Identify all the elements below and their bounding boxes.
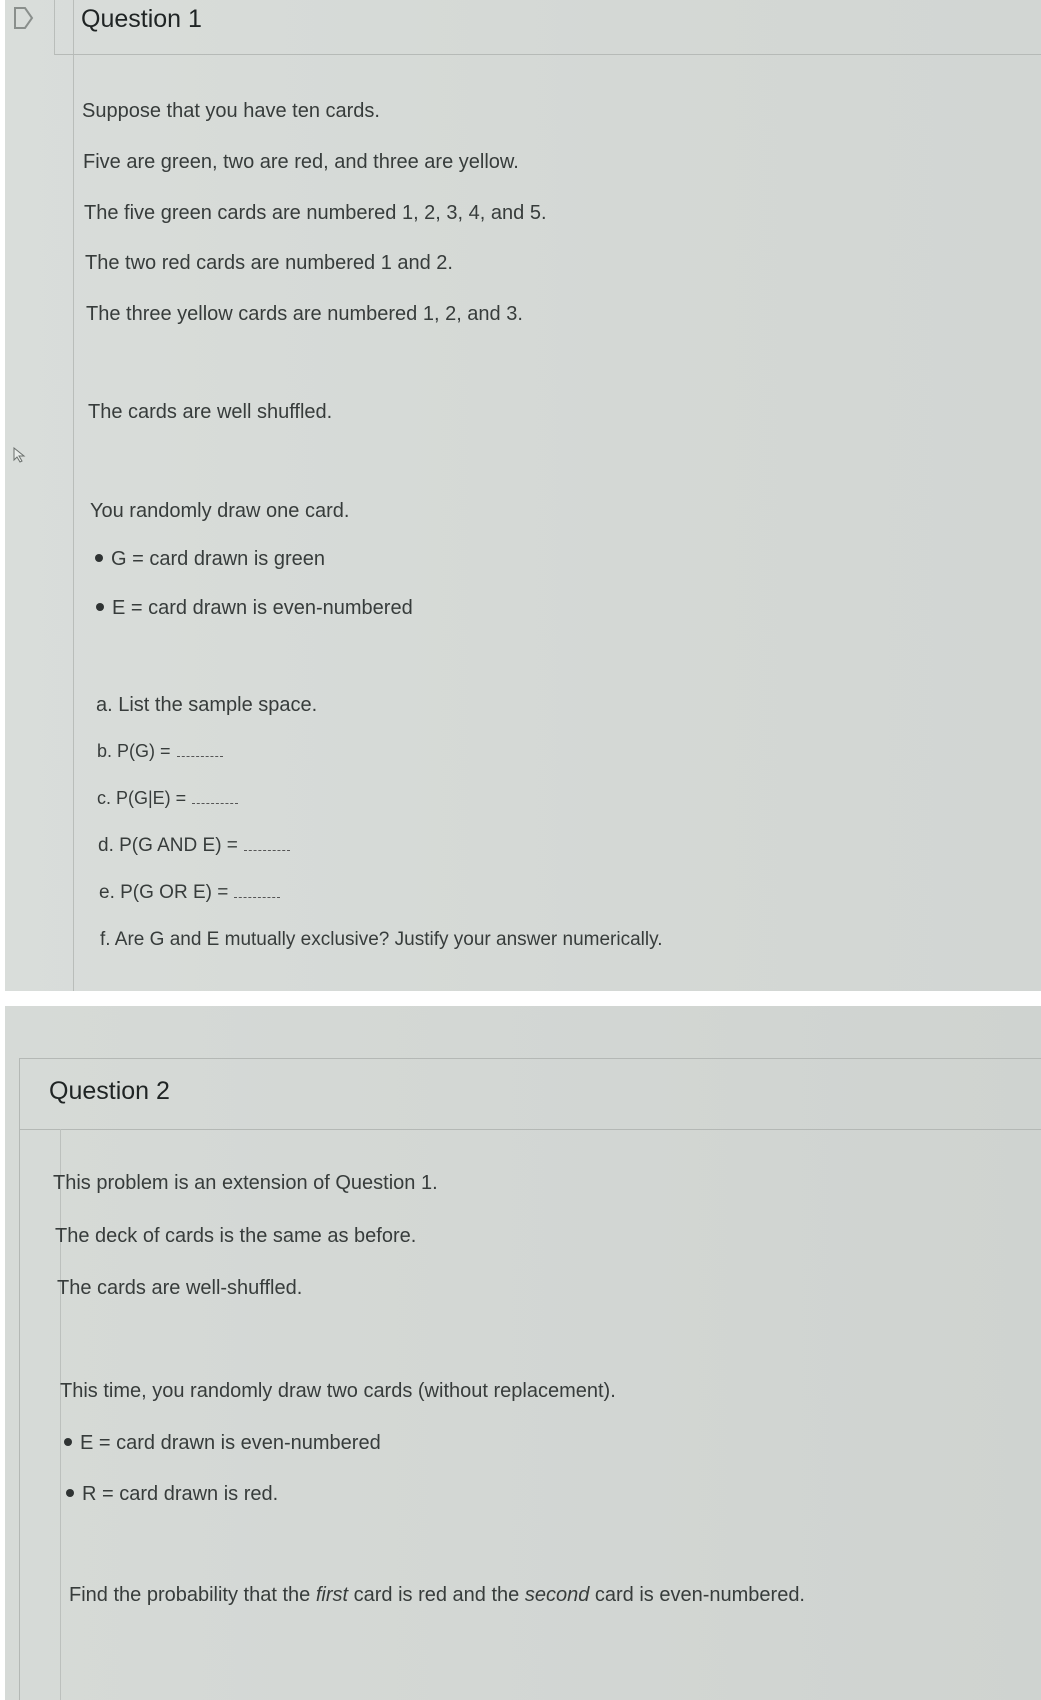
- answer-blank: [234, 897, 280, 898]
- question-2-panel: [5, 1006, 1041, 1700]
- question-text-line: The cards are well shuffled.: [88, 401, 333, 423]
- bullet-icon: [95, 554, 103, 562]
- question-1-panel: [5, 0, 1041, 991]
- answer-blank: [244, 850, 290, 851]
- part-a: a. List the sample space.: [96, 694, 318, 716]
- question-text-line: Suppose that you have ten cards.: [82, 100, 380, 122]
- list-item: [66, 1483, 278, 1506]
- question-text-line: The two red cards are numbered 1 and 2.: [85, 252, 453, 274]
- part-e: [99, 882, 280, 904]
- left-gutter: [5, 0, 74, 991]
- bullet-icon: [96, 603, 104, 611]
- part-b-label: b. P(G) =: [97, 741, 171, 761]
- question-text-line: The three yellow cards are numbered 1, 2, and 3.: [86, 303, 523, 325]
- list-item: [96, 597, 413, 620]
- question-text-line: The deck of cards is the same as before.: [55, 1225, 417, 1247]
- final-question: [69, 1584, 805, 1607]
- question-text-line: Five are green, two are red, and three are yellow.: [83, 151, 519, 173]
- flag-icon[interactable]: [12, 6, 34, 30]
- question-2-card: [19, 1058, 1041, 1700]
- mouse-pointer-icon: [13, 447, 27, 463]
- divider: [60, 1129, 61, 1700]
- part-c: [97, 788, 238, 809]
- question-text-line: This time, you randomly draw two cards (without replacement).: [60, 1380, 616, 1402]
- emphasis-second: second: [524, 1584, 590, 1606]
- final-question-text: Find the probability that the: [69, 1584, 316, 1606]
- bullet-icon: [66, 1489, 74, 1497]
- event-r-definition: R = card drawn is red.: [82, 1483, 279, 1505]
- event-e-definition: E = card drawn is even-numbered: [80, 1432, 381, 1454]
- part-c-label: c. P(G|E) =: [97, 788, 187, 808]
- final-question-text: card is red and the: [348, 1584, 525, 1606]
- question-2-title: Question 2: [49, 1077, 170, 1105]
- top-strip: [5, 1006, 1041, 1058]
- answer-blank: [177, 756, 223, 757]
- question-text-line: This problem is an extension of Question 1.: [53, 1172, 438, 1194]
- event-e-definition: E = card drawn is even-numbered: [112, 597, 413, 619]
- part-d-label: d. P(G AND E) =: [98, 835, 238, 856]
- final-question-text: card is even-numbered.: [589, 1584, 805, 1606]
- answer-blank: [192, 803, 238, 804]
- question-2-header: [20, 1059, 1041, 1130]
- question-text-line: The cards are well-shuffled.: [57, 1277, 303, 1299]
- event-g-definition: G = card drawn is green: [111, 548, 325, 570]
- list-item: [95, 548, 325, 571]
- question-1-header: [54, 0, 1041, 55]
- question-text-line: The five green cards are numbered 1, 2, 3, 4, and 5.: [84, 202, 547, 224]
- question-1-title: Question 1: [81, 5, 202, 33]
- part-d: [98, 835, 290, 857]
- emphasis-first: first: [315, 1584, 349, 1606]
- list-item: [64, 1432, 381, 1455]
- bullet-icon: [64, 1438, 72, 1446]
- question-text-line: You randomly draw one card.: [90, 500, 350, 522]
- part-f: f. Are G and E mutually exclusive? Justify your answer numerically.: [100, 929, 663, 950]
- part-b: [97, 741, 223, 762]
- part-e-label: e. P(G OR E) =: [99, 882, 229, 903]
